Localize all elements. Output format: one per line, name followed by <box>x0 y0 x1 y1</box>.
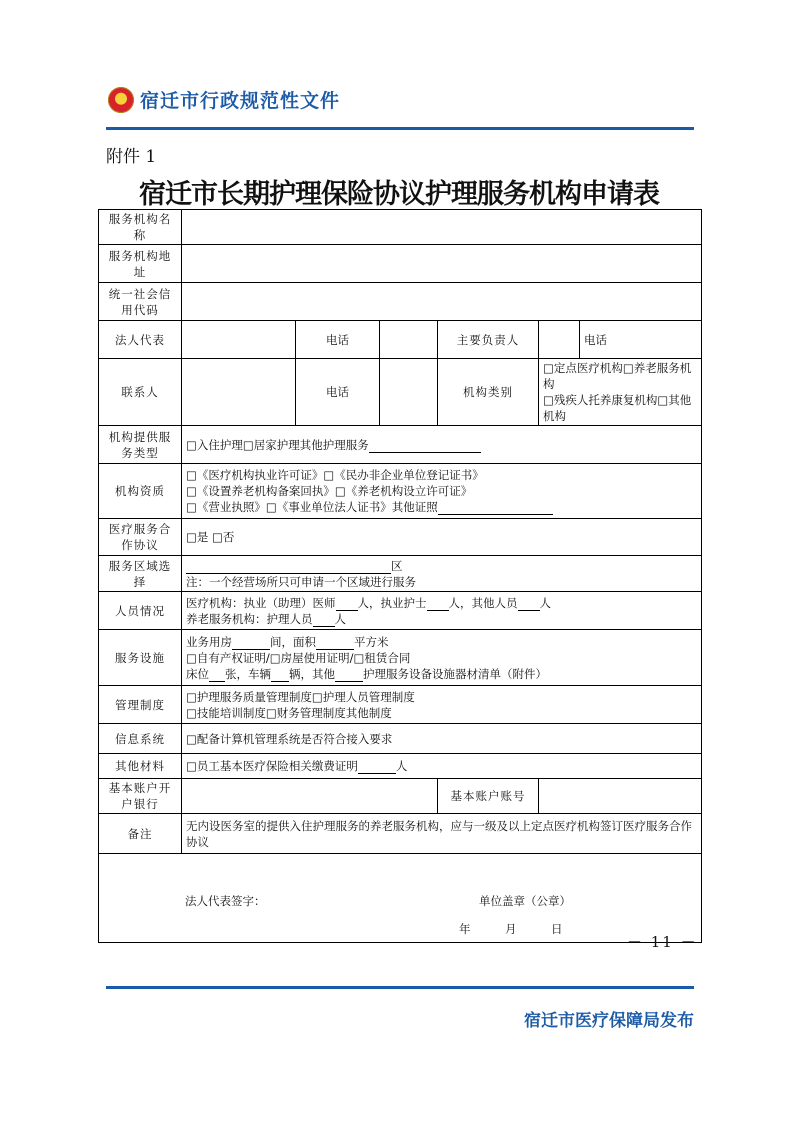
doctor-count-blank[interactable] <box>336 596 358 611</box>
qualification-line-3[interactable]: □《营业执照》□《事业单位法人证书》其他证照 <box>186 500 438 514</box>
footer-divider <box>106 986 694 989</box>
staff-other-unit: 人 <box>539 595 551 610</box>
bank-label: 基本账户开户银行 <box>99 779 182 814</box>
facility-rooms-label: 业务用房 <box>186 634 232 649</box>
org-type-options[interactable] <box>539 359 702 426</box>
publisher-footer: 宿迁市医疗保障局发布 <box>524 1011 694 1031</box>
facility-line-3 <box>186 666 697 682</box>
info-system-option[interactable]: □配备计算机管理系统是否符合接入要求 <box>182 724 702 754</box>
region-blank[interactable] <box>186 559 391 574</box>
management-line-1[interactable]: □护理服务质量管理制度□护理人员管理制度 <box>186 689 415 704</box>
bed-count-blank[interactable] <box>209 667 225 682</box>
legal-rep-field[interactable] <box>182 321 296 359</box>
staff-line-2 <box>186 611 697 627</box>
other-service-blank[interactable] <box>369 438 481 453</box>
org-address-field[interactable] <box>182 245 702 283</box>
org-name-field[interactable] <box>182 210 702 245</box>
other-staff-count-blank[interactable] <box>518 596 540 611</box>
header-title: 宿迁市行政规范性文件 <box>140 90 341 112</box>
legal-rep-label: 法人代表 <box>99 321 182 359</box>
legal-rep-phone-field[interactable] <box>380 321 438 359</box>
account-field[interactable] <box>539 779 702 814</box>
region-label: 服务区域选择 <box>99 556 182 592</box>
credit-code-label: 统一社会信用代码 <box>99 283 182 321</box>
vehicle-count-blank[interactable] <box>271 667 289 682</box>
region-suffix: 区 <box>391 558 403 573</box>
signature-cell <box>99 854 702 943</box>
org-type-line-2[interactable]: □残疾人托养康复机构□其他机构 <box>543 393 692 423</box>
signature-date: 年 月 日 <box>459 922 563 936</box>
qualification-line-2[interactable]: □《设置养老机构备案回执》□《养老机构设立许可证》 <box>186 484 473 498</box>
contact-label: 联系人 <box>99 359 182 426</box>
management-label: 管理制度 <box>99 686 182 724</box>
document-header <box>108 86 340 113</box>
staff-doctor-label: 医疗机构：执业（助理）医师 <box>186 595 336 610</box>
contact-field[interactable] <box>182 359 296 426</box>
org-name-label: 服务机构名称 <box>99 210 182 245</box>
qualification-line-1[interactable]: □《医疗机构执业许可证》□《民办非企业单位登记证书》 <box>186 468 484 482</box>
document-title: 宿迁市长期护理保险协议护理服务机构申请表 <box>139 179 659 210</box>
other-license-blank[interactable] <box>438 500 553 515</box>
qualification-line-3-row <box>186 499 697 515</box>
service-type-label: 机构提供服务类型 <box>99 426 182 464</box>
org-type-line-1[interactable]: □定点医疗机构□养老服务机构 <box>543 361 692 391</box>
facility-line-1 <box>186 634 697 650</box>
equipment-list-note: 护理服务设备设施器材清单（附件） <box>363 666 547 681</box>
region-note: 注：一个经营场所只可申请一个区域进行服务 <box>186 574 416 589</box>
staff-nurse-label: 人，执业护士 <box>357 595 427 610</box>
legal-rep-phone-label: 电话 <box>296 321 380 359</box>
manager-label: 主要负责人 <box>438 321 539 359</box>
insurance-proof-option[interactable]: □员工基本医疗保险相关缴费证明 <box>186 759 358 773</box>
national-emblem-icon <box>108 87 134 113</box>
other-materials-cell <box>182 754 702 779</box>
remarks-label: 备注 <box>99 814 182 854</box>
facility-vehicles-label: 张，车辆 <box>225 666 271 681</box>
legal-rep-signature-label: 法人代表签字： <box>185 894 266 908</box>
manager-phone-label: 电话 <box>584 332 607 347</box>
org-type-label: 机构类别 <box>438 359 539 426</box>
attachment-label: 附件 1 <box>106 147 157 167</box>
room-count-blank[interactable] <box>232 635 270 650</box>
management-line-2[interactable]: □技能培训制度□财务管理制度其他制度 <box>186 705 392 720</box>
bank-field[interactable] <box>182 779 438 814</box>
facility-area-label: 间，面积 <box>270 634 316 649</box>
insured-count-blank[interactable] <box>358 759 396 774</box>
medical-agreement-options[interactable]: □是 □否 <box>182 519 702 556</box>
facility-cell <box>182 630 702 686</box>
info-system-label: 信息系统 <box>99 724 182 754</box>
management-options[interactable] <box>182 686 702 724</box>
area-blank[interactable] <box>316 635 354 650</box>
account-label: 基本账户账号 <box>438 779 539 814</box>
header-divider <box>106 127 694 130</box>
qualification-label: 机构资质 <box>99 464 182 519</box>
service-type-options[interactable] <box>182 426 702 464</box>
caregiver-count-blank[interactable] <box>313 612 335 627</box>
region-select-row <box>186 558 697 574</box>
staff-line-1 <box>186 595 697 611</box>
other-materials-label: 其他材料 <box>99 754 182 779</box>
application-form-table <box>98 209 702 943</box>
contact-phone-field[interactable] <box>380 359 438 426</box>
credit-code-field[interactable] <box>182 283 702 321</box>
staff-label: 人员情况 <box>99 592 182 630</box>
contact-phone-label: 电话 <box>296 359 380 426</box>
facility-line-2[interactable]: □自有产权证明/□房屋使用证明/□租赁合同 <box>186 650 411 665</box>
manager-field[interactable] <box>539 321 580 359</box>
page-number: － 11 － <box>627 933 698 951</box>
facility-area-unit: 平方米 <box>354 634 389 649</box>
staff-caregiver-unit: 人 <box>334 611 346 626</box>
staff-other-label: 人，其他人员 <box>448 595 518 610</box>
official-seal-label: 单位盖章（公章） <box>479 894 571 908</box>
manager-phone-cell <box>580 321 702 359</box>
qualification-options[interactable] <box>182 464 702 519</box>
service-type-text[interactable]: □入住护理□居家护理其他护理服务 <box>186 437 369 452</box>
remarks-text: 无内设医务室的提供入住护理服务的养老服务机构，应与一级及以上定点医疗机构签订医疗服务合作协议 <box>182 814 702 854</box>
region-cell[interactable] <box>182 556 702 592</box>
facility-other-blank[interactable] <box>335 667 363 682</box>
medical-agreement-label: 医疗服务合作协议 <box>99 519 182 556</box>
org-address-label: 服务机构地址 <box>99 245 182 283</box>
nurse-count-blank[interactable] <box>427 596 449 611</box>
staff-caregiver-label: 养老服务机构：护理人员 <box>186 611 313 626</box>
facility-beds-label: 床位 <box>186 666 209 681</box>
facility-other-label: 辆，其他 <box>289 666 335 681</box>
facility-label: 服务设施 <box>99 630 182 686</box>
staff-cell <box>182 592 702 630</box>
insured-count-unit: 人 <box>395 759 408 773</box>
